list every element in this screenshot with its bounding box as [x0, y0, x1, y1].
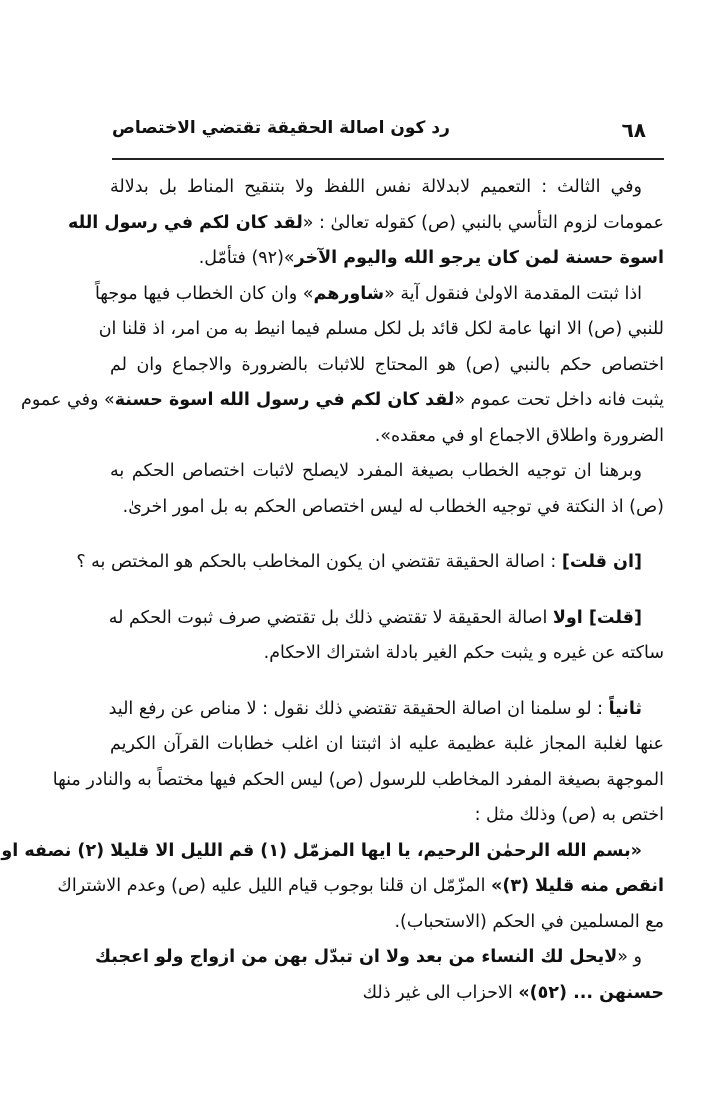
- text-line: [110, 490, 664, 526]
- text-line: [110, 798, 664, 834]
- page-body-text: [1, 170, 664, 1011]
- text-line: [52, 763, 664, 799]
- page-header: [112, 112, 664, 150]
- text-line: [110, 905, 664, 941]
- running-title: رد كون اصالة الحقيقة تقتضي الاختصاص: [112, 118, 450, 138]
- text-line: [110, 241, 664, 277]
- bold-quote-text: [قلت] اولا: [552, 607, 642, 628]
- body-text: للنبي (ص) الا انها عامة لكل قائد بل لكل مسلم فيما انيط به من امر، اذ قلنا ان: [98, 319, 664, 339]
- body-text: اختص به (ص) وذلك مثل :: [474, 805, 664, 825]
- bold-quote-text: لايحل لك النساء من بعد ولا ان تبدّل بهن من ازواج ولو اعجبك: [94, 947, 618, 967]
- body-text: اختصاص حكم بالنبي (ص) هو المحتاج للاثبات بالضرورة والاجماع وان لم: [110, 354, 664, 375]
- text-line: [21, 383, 664, 419]
- text-line: [76, 545, 664, 581]
- bold-quote-text: شاورهم: [313, 283, 385, 304]
- text-line: [110, 419, 664, 455]
- bold-quote-text: حسنهن ... (٥٢)»: [518, 982, 664, 1003]
- body-text: عنها لغلبة المجاز غلبة عظيمة عليه اذ اثبتنا ان اغلب خطابات القرآن الكريم: [110, 734, 664, 754]
- bold-quote-text: لقد كان لكم في رسول الله: [67, 212, 303, 233]
- text-line: [67, 206, 664, 242]
- body-text: يثبت فانه داخل تحت عموم «: [454, 390, 664, 410]
- body-text: اذا ثبتت المقدمة الاولىٰ فنقول آية «: [384, 283, 642, 304]
- body-text: الاحزاب الى غير ذلك: [362, 982, 519, 1003]
- body-text: ساكته عن غيره و يثبت حكم الغير بادلة اشتراك الاحكام.: [263, 643, 664, 663]
- text-line: [110, 348, 664, 384]
- text-line: [110, 692, 664, 728]
- bold-quote-text: «بسم الله الرحمٰن الرحيم، يا ايها المزمّل (١) قم الليل الا قليلا (٢) نصفه او: [1, 840, 642, 861]
- text-line: [110, 727, 664, 763]
- bold-quote-text: انقص منه قليلا (٣)»: [491, 876, 664, 896]
- body-text: مع المسلمين في الحكم (الاستحباب).: [394, 911, 664, 932]
- text-line: [57, 869, 664, 905]
- text-line: [110, 454, 664, 490]
- bold-quote-text: [ان قلت]: [561, 552, 642, 572]
- body-text: اصالة الحقيقة لا تقتضي ذلك بل تقتضي صرف ثبوت الحكم له: [108, 607, 553, 628]
- body-text: وفي الثالث : التعميم لابدلالة نفس اللفظ ولا بتنقيح المناط بل بدلالة: [110, 177, 642, 197]
- text-line: [110, 976, 664, 1012]
- bold-quote-text: ثانياً: [608, 698, 642, 719]
- page-number: ٦٨: [621, 118, 646, 142]
- text-line: [98, 312, 664, 348]
- body-text: و «: [617, 947, 642, 967]
- body-text: » وفي عموم: [21, 390, 115, 410]
- body-text: وبرهنا ان توجيه الخطاب بصيغة المفرد لايصلح لاثبات اختصاص الحكم به: [110, 461, 642, 481]
- text-line: [110, 601, 664, 637]
- body-text: المزّمّل ان قلنا بوجوب قيام الليل عليه (ص) وعدم الاشتراك: [57, 876, 492, 896]
- text-line: [110, 636, 664, 672]
- text-line: [1, 834, 664, 870]
- text-line: [110, 170, 664, 206]
- body-text: (ص) اذ النكتة في توجيه الخطاب له ليس اختصاص الحكم به بل امور اخرىٰ.: [122, 496, 664, 517]
- header-rule: [112, 158, 664, 160]
- body-text: » وان كان الخطاب فيها موجهاً: [94, 283, 314, 304]
- bold-quote-text: لقد كان لكم في رسول الله اسوة حسنة: [114, 390, 455, 410]
- body-text: الموجهة بصيغة المفرد المخاطب للرسول (ص) ليس الحكم فيها مختصاً به والنادر منها: [52, 769, 664, 790]
- body-text: : لو سلمنا ان اصالة الحقيقة تقتضي ذلك نقول : لا مناص عن رفع اليد: [108, 698, 609, 719]
- bold-quote-text: اسوة حسنة لمن كان يرجو الله واليوم الآخر: [294, 248, 664, 268]
- text-line: [94, 277, 664, 313]
- body-text: : اصالة الحقيقة تقتضي ان يكون المخاطب بالحكم هو المختص به ؟: [76, 552, 562, 572]
- body-text: عمومات لزوم التأسي بالنبي (ص) كقوله تعالىٰ : «: [302, 212, 664, 233]
- text-line: [94, 940, 664, 976]
- body-text: »(٩٢) فتأمّل.: [198, 248, 295, 268]
- body-text: الضرورة واطلاق الاجماع او في معقده».: [374, 425, 664, 446]
